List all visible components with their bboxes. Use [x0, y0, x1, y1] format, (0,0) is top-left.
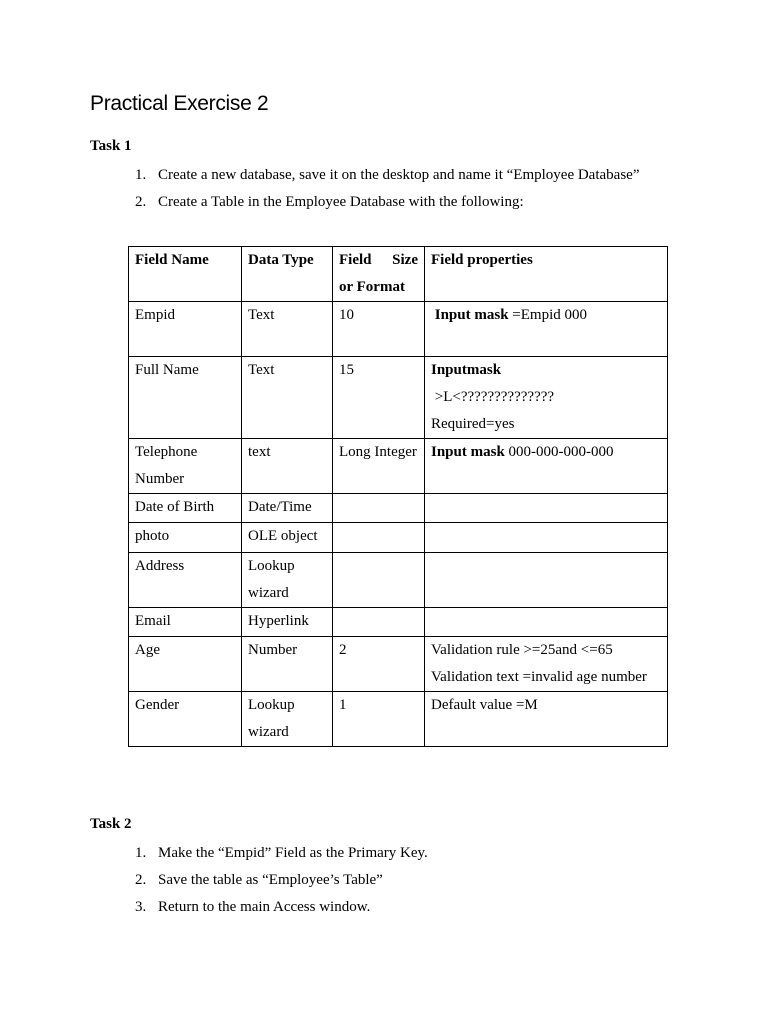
table-row — [129, 494, 668, 523]
cell-field-name: Telephone Number — [129, 439, 242, 494]
cell-field-name: Full Name — [129, 357, 242, 439]
column-header-field-size — [333, 247, 425, 302]
page-title: Practical Exercise 2 — [90, 92, 269, 115]
cell-field-properties — [425, 439, 668, 494]
cell-field-size — [333, 553, 425, 608]
employee-fields-table — [128, 246, 668, 747]
cell-data-type: Lookup wizard — [242, 692, 333, 747]
cell-field-size — [333, 523, 425, 553]
table-row — [129, 692, 668, 747]
property-value: =Empid 000 — [508, 307, 588, 323]
cell-field-properties — [425, 523, 668, 553]
table-header-row — [129, 247, 668, 302]
table-row — [129, 637, 668, 692]
cell-field-properties: Default value =M — [425, 692, 668, 747]
cell-data-type: Number — [242, 637, 333, 692]
cell-field-name: Date of Birth — [129, 494, 242, 523]
list-item-number: 3. — [135, 899, 147, 915]
cell-field-size — [333, 494, 425, 523]
table-row — [129, 553, 668, 608]
cell-field-name: Email — [129, 608, 242, 637]
column-header-field-properties: Field properties — [425, 247, 668, 302]
cell-field-name: Address — [129, 553, 242, 608]
cell-field-properties — [425, 357, 668, 439]
property-line — [431, 384, 661, 411]
cell-data-type: OLE object — [242, 523, 333, 553]
cell-field-size: 15 — [333, 357, 425, 439]
task1-heading: Task 1 — [90, 138, 132, 154]
column-header-data-type: Data Type — [242, 247, 333, 302]
list-item-number: 2. — [135, 194, 147, 210]
cell-data-type: text — [242, 439, 333, 494]
table-row — [129, 302, 668, 357]
header-word: Size — [392, 252, 418, 268]
cell-field-properties — [425, 637, 668, 692]
cell-field-name: Gender — [129, 692, 242, 747]
property-line: Validation text =invalid age number — [431, 669, 647, 685]
cell-data-type: Date/Time — [242, 494, 333, 523]
property-label: Input mask — [434, 307, 509, 323]
cell-data-type: Text — [242, 302, 333, 357]
cell-data-type: Text — [242, 357, 333, 439]
property-line: Required=yes — [431, 416, 515, 432]
list-item-text: Create a Table in the Employee Database with the following: — [158, 194, 524, 210]
table-row — [129, 439, 668, 494]
table-row — [129, 523, 668, 553]
list-item-text: Make the “Empid” Field as the Primary Key. — [158, 845, 428, 861]
task2-heading: Task 2 — [90, 816, 132, 832]
property-label: Inputmask — [431, 362, 502, 378]
property-value: >L<?????????????? — [434, 389, 555, 405]
list-item-number: 2. — [135, 872, 147, 888]
cell-data-type: Hyperlink — [242, 608, 333, 637]
cell-field-size: Long Integer — [333, 439, 425, 494]
cell-field-properties — [425, 302, 668, 357]
cell-field-properties — [425, 608, 668, 637]
list-item-text: Save the table as “Employee’s Table” — [158, 872, 383, 888]
cell-field-size: 1 — [333, 692, 425, 747]
cell-field-name: Empid — [129, 302, 242, 357]
column-header-field-name: Field Name — [129, 247, 242, 302]
cell-field-properties — [425, 494, 668, 523]
list-item-text: Return to the main Access window. — [158, 899, 371, 915]
list-item-text: Create a new database, save it on the desktop and name it “Employee Database” — [158, 167, 640, 183]
property-value: 000-000-000-000 — [508, 444, 614, 460]
cell-field-size — [333, 608, 425, 637]
table-row — [129, 357, 668, 439]
cell-data-type: Lookup wizard — [242, 553, 333, 608]
table-row — [129, 608, 668, 637]
property-label: Input mask — [431, 444, 505, 460]
header-word: Field — [339, 252, 372, 268]
cell-field-name: Age — [129, 637, 242, 692]
list-item-number: 1. — [135, 845, 147, 861]
cell-field-size: 2 — [333, 637, 425, 692]
header-line: or Format — [339, 279, 405, 295]
property-line: Validation rule >=25and <=65 — [431, 642, 613, 658]
cell-field-size: 10 — [333, 302, 425, 357]
list-item-number: 1. — [135, 167, 147, 183]
cell-field-properties — [425, 553, 668, 608]
cell-field-name: photo — [129, 523, 242, 553]
